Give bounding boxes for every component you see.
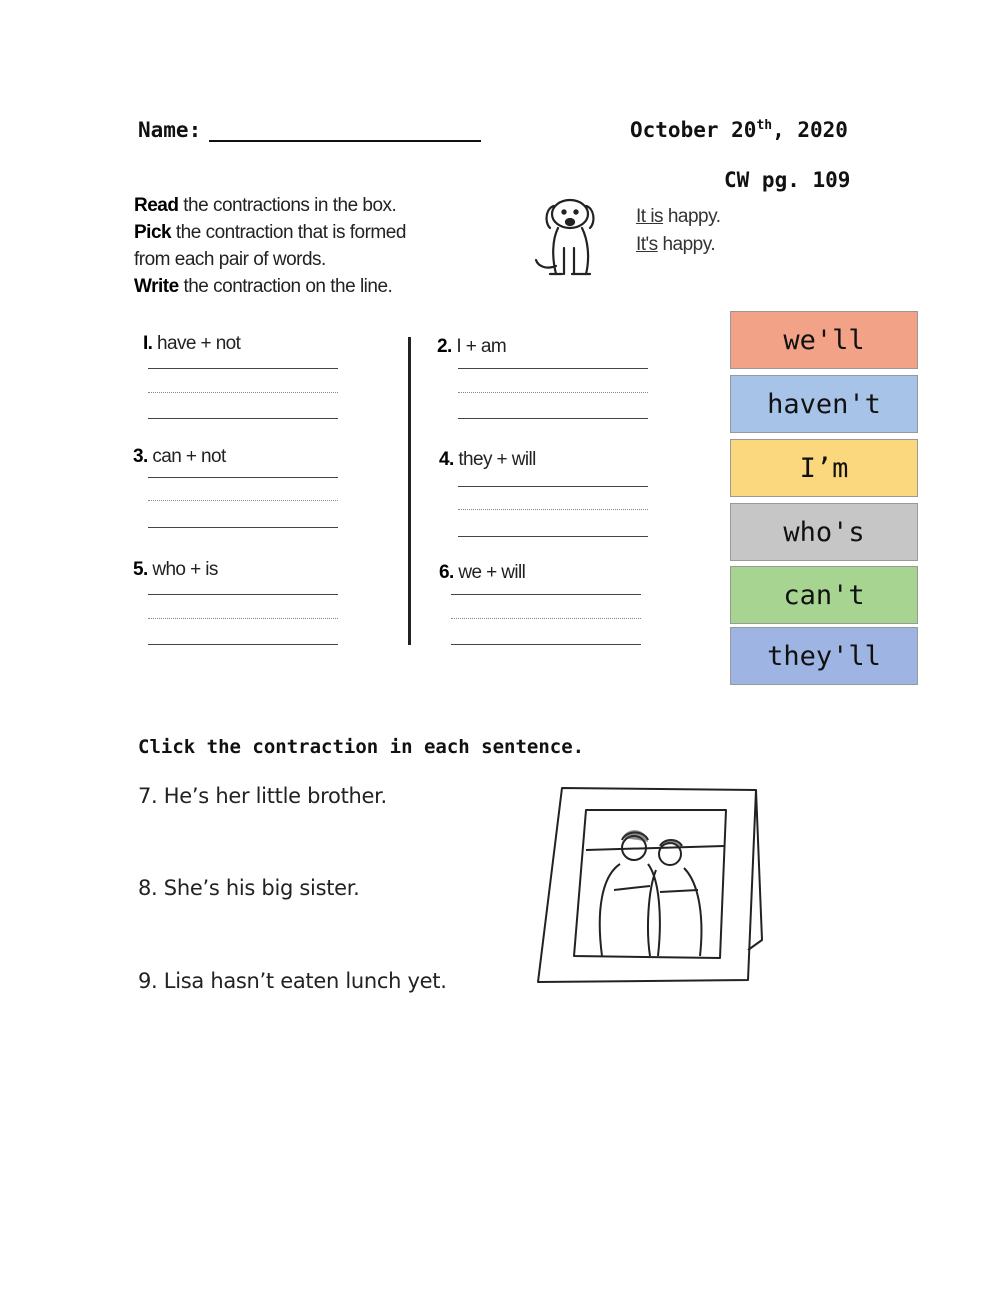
instructions bbox=[134, 192, 406, 300]
sentence-8[interactable]: 8. She’s his big sister. bbox=[138, 876, 360, 900]
write-line bbox=[458, 486, 648, 487]
problem-3 bbox=[133, 446, 226, 468]
write-guide bbox=[458, 509, 648, 510]
word-tile-theyll[interactable]: they'll bbox=[730, 627, 918, 685]
instr-pick: Pick bbox=[134, 222, 172, 243]
name-blank-line bbox=[209, 120, 481, 142]
sentence-9[interactable]: 9. Lisa hasn’t eaten lunch yet. bbox=[138, 969, 447, 993]
problem-num: 2. bbox=[437, 336, 452, 357]
problem-2 bbox=[437, 336, 506, 358]
example-line2: happy. bbox=[657, 234, 716, 255]
name-field bbox=[138, 118, 481, 142]
write-line bbox=[451, 644, 641, 645]
write-guide bbox=[451, 618, 641, 619]
problem-num: 6. bbox=[439, 562, 454, 583]
example-line1: happy. bbox=[663, 206, 721, 227]
write-line bbox=[451, 594, 641, 595]
write-line bbox=[458, 368, 648, 369]
problem-6 bbox=[439, 562, 525, 584]
write-line bbox=[148, 644, 338, 645]
instr-write: Write bbox=[134, 276, 179, 297]
write-line bbox=[458, 536, 648, 537]
part2-title: Click the contraction in each sentence. bbox=[138, 736, 585, 758]
problem-num: 5. bbox=[133, 559, 148, 580]
column-divider bbox=[408, 337, 411, 645]
date-text: October 20 bbox=[630, 118, 757, 142]
problem-num: I. bbox=[143, 333, 153, 354]
problem-num: 4. bbox=[439, 449, 454, 470]
problem-text: we + will bbox=[453, 562, 526, 583]
problem-text: have + not bbox=[152, 333, 241, 354]
page-reference: CW pg. 109 bbox=[724, 168, 851, 192]
write-guide bbox=[148, 618, 338, 619]
problem-num: 3. bbox=[133, 446, 148, 467]
date-suffix: th bbox=[756, 118, 773, 133]
write-guide bbox=[458, 392, 648, 393]
date-year: , 2020 bbox=[772, 118, 848, 142]
instr-line4: the contraction on the line. bbox=[178, 276, 393, 297]
word-tile-well[interactable]: we'll bbox=[730, 311, 918, 369]
name-label: Name: bbox=[138, 118, 202, 142]
problem-4 bbox=[439, 449, 536, 471]
instr-read: Read bbox=[134, 195, 179, 216]
instr-line3: from each pair of words. bbox=[134, 249, 326, 270]
word-tile-whos[interactable]: who's bbox=[730, 503, 918, 561]
instr-line2: the contraction that is formed bbox=[171, 222, 406, 243]
write-line bbox=[148, 477, 338, 478]
problem-text: they + will bbox=[453, 449, 536, 470]
write-line bbox=[458, 418, 648, 419]
problem-5 bbox=[133, 559, 218, 581]
write-line bbox=[148, 594, 338, 595]
problem-1 bbox=[143, 333, 240, 355]
sentence-7[interactable]: 7. He’s her little brother. bbox=[138, 784, 387, 808]
example-words: It is bbox=[636, 206, 664, 227]
word-tile-cant[interactable]: can't bbox=[730, 566, 918, 624]
problem-text: I + am bbox=[451, 336, 507, 357]
word-tile-im[interactable]: I’m bbox=[730, 439, 918, 497]
problem-text: can + not bbox=[147, 446, 226, 467]
write-line bbox=[148, 527, 338, 528]
write-line bbox=[148, 418, 338, 419]
photo-frame-icon bbox=[530, 780, 770, 990]
dog-icon bbox=[528, 192, 608, 282]
example bbox=[636, 203, 720, 259]
word-tile-havent[interactable]: haven't bbox=[730, 375, 918, 433]
write-guide bbox=[148, 392, 338, 393]
instr-line1: the contractions in the box. bbox=[178, 195, 397, 216]
problem-text: who + is bbox=[147, 559, 218, 580]
date bbox=[630, 118, 848, 142]
write-line bbox=[148, 368, 338, 369]
example-contraction: It's bbox=[636, 234, 658, 255]
write-guide bbox=[148, 500, 338, 501]
